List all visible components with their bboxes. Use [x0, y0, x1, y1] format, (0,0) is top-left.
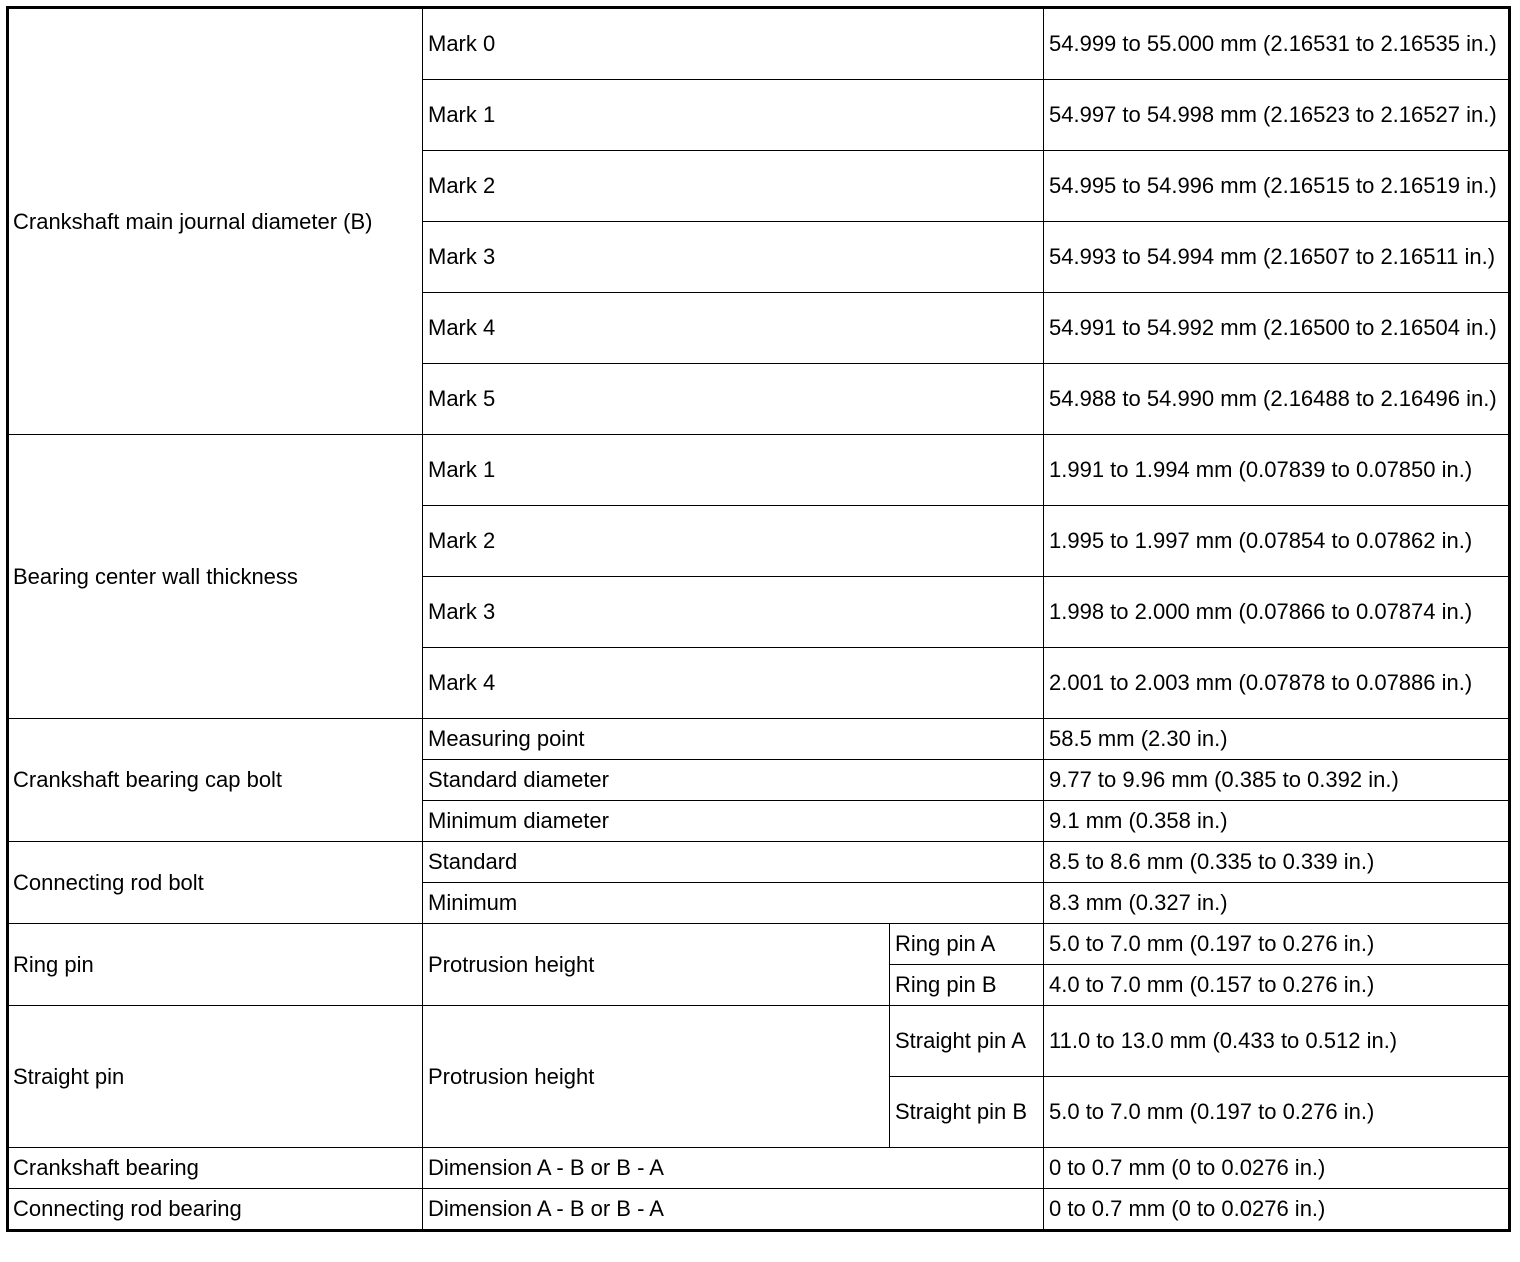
- item-cell: Mark 2: [423, 506, 1044, 577]
- subitem-cell: Ring pin A: [890, 924, 1044, 965]
- value-cell: 8.5 to 8.6 mm (0.335 to 0.339 in.): [1044, 842, 1510, 883]
- item-cell: Mark 4: [423, 648, 1044, 719]
- value-cell: 0 to 0.7 mm (0 to 0.0276 in.): [1044, 1189, 1510, 1231]
- category-cell: Bearing center wall thickness: [8, 435, 423, 719]
- item-cell: Mark 3: [423, 577, 1044, 648]
- value-cell: 5.0 to 7.0 mm (0.197 to 0.276 in.): [1044, 924, 1510, 965]
- item-cell: Standard diameter: [423, 760, 1044, 801]
- category-cell: Connecting rod bearing: [8, 1189, 423, 1231]
- item-cell: Protrusion height: [423, 924, 890, 1006]
- category-cell: Straight pin: [8, 1006, 423, 1148]
- spec-table: [6, 6, 1511, 1232]
- item-cell: Mark 0: [423, 8, 1044, 80]
- item-cell: Mark 1: [423, 80, 1044, 151]
- value-cell: 58.5 mm (2.30 in.): [1044, 719, 1510, 760]
- item-cell: Measuring point: [423, 719, 1044, 760]
- item-cell: Mark 2: [423, 151, 1044, 222]
- value-cell: 54.999 to 55.000 mm (2.16531 to 2.16535 in.): [1044, 8, 1510, 80]
- value-cell: 54.997 to 54.998 mm (2.16523 to 2.16527 in.): [1044, 80, 1510, 151]
- value-cell: 54.993 to 54.994 mm (2.16507 to 2.16511 in.): [1044, 222, 1510, 293]
- table-row: [8, 8, 1510, 80]
- value-cell: 8.3 mm (0.327 in.): [1044, 883, 1510, 924]
- table-row: [8, 435, 1510, 506]
- value-cell: 4.0 to 7.0 mm (0.157 to 0.276 in.): [1044, 965, 1510, 1006]
- value-cell: 1.998 to 2.000 mm (0.07866 to 0.07874 in.): [1044, 577, 1510, 648]
- value-cell: 1.991 to 1.994 mm (0.07839 to 0.07850 in.): [1044, 435, 1510, 506]
- item-cell: Minimum diameter: [423, 801, 1044, 842]
- category-cell: Ring pin: [8, 924, 423, 1006]
- item-cell: Mark 1: [423, 435, 1044, 506]
- item-cell: Mark 3: [423, 222, 1044, 293]
- item-cell: Mark 4: [423, 293, 1044, 364]
- value-cell: 54.988 to 54.990 mm (2.16488 to 2.16496 in.): [1044, 364, 1510, 435]
- category-cell: Crankshaft bearing: [8, 1148, 423, 1189]
- value-cell: 54.991 to 54.992 mm (2.16500 to 2.16504 in.): [1044, 293, 1510, 364]
- item-cell: Standard: [423, 842, 1044, 883]
- table-row: [8, 1006, 1510, 1077]
- value-cell: 11.0 to 13.0 mm (0.433 to 0.512 in.): [1044, 1006, 1510, 1077]
- subitem-cell: Ring pin B: [890, 965, 1044, 1006]
- item-cell: Dimension A - B or B - A: [423, 1189, 1044, 1231]
- table-row: [8, 1189, 1510, 1231]
- value-cell: 5.0 to 7.0 mm (0.197 to 0.276 in.): [1044, 1077, 1510, 1148]
- category-cell: Crankshaft bearing cap bolt: [8, 719, 423, 842]
- category-cell: Crankshaft main journal diameter (B): [8, 8, 423, 435]
- subitem-cell: Straight pin B: [890, 1077, 1044, 1148]
- category-cell: Connecting rod bolt: [8, 842, 423, 924]
- value-cell: 0 to 0.7 mm (0 to 0.0276 in.): [1044, 1148, 1510, 1189]
- table-row: [8, 719, 1510, 760]
- item-cell: Dimension A - B or B - A: [423, 1148, 1044, 1189]
- table-row: [8, 1148, 1510, 1189]
- value-cell: 9.1 mm (0.358 in.): [1044, 801, 1510, 842]
- table-row: [8, 924, 1510, 965]
- item-cell: Minimum: [423, 883, 1044, 924]
- value-cell: 54.995 to 54.996 mm (2.16515 to 2.16519 in.): [1044, 151, 1510, 222]
- subitem-cell: Straight pin A: [890, 1006, 1044, 1077]
- value-cell: 2.001 to 2.003 mm (0.07878 to 0.07886 in.): [1044, 648, 1510, 719]
- value-cell: 9.77 to 9.96 mm (0.385 to 0.392 in.): [1044, 760, 1510, 801]
- value-cell: 1.995 to 1.997 mm (0.07854 to 0.07862 in.): [1044, 506, 1510, 577]
- item-cell: Protrusion height: [423, 1006, 890, 1148]
- table-row: [8, 842, 1510, 883]
- item-cell: Mark 5: [423, 364, 1044, 435]
